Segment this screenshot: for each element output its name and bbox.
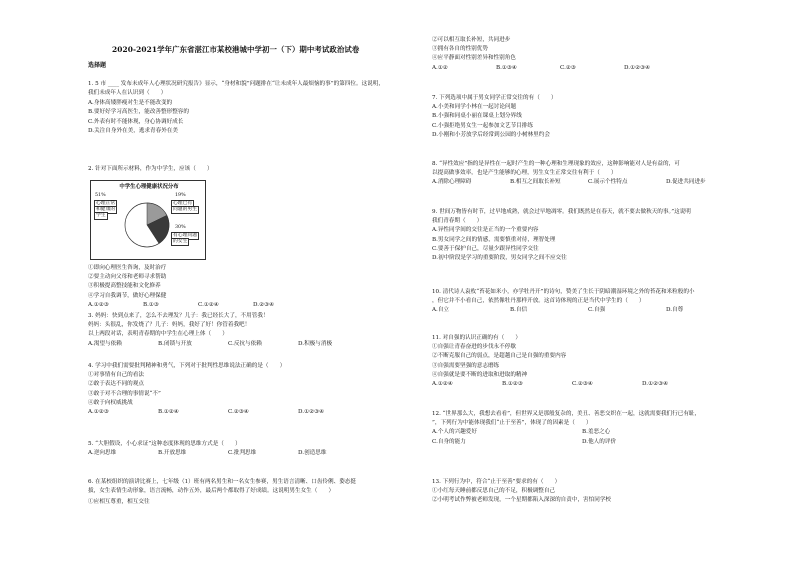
question-stem: 以提高做事效率，也是产生能够的心理，男生女生正常交往有利于（ ） bbox=[432, 170, 617, 177]
option-1: ①对事情有自己的看法 bbox=[88, 372, 144, 379]
choice-a: A.自立 bbox=[432, 307, 450, 314]
question-11 bbox=[432, 334, 712, 389]
option-a: A.异性同学间的交往是正当的一个重要内容 bbox=[432, 227, 539, 234]
choice-a: A.①② bbox=[432, 64, 448, 71]
exam-title: 2020-2021学年广东省湛江市某校港城中学初一（下）期中考试政治试卷 bbox=[112, 45, 360, 54]
option-b: B.男女同学之间的情感，需要慎重对待，理智处理 bbox=[432, 236, 556, 243]
choice-b: B.相互之间取长补短 bbox=[510, 179, 561, 186]
question-13 bbox=[432, 478, 611, 506]
label-boys-1: 心理已有 bbox=[173, 201, 193, 206]
section-heading: 选择题 bbox=[88, 62, 107, 69]
option-c: C.小强拒绝男女生一起参加文艺节目排练 bbox=[432, 122, 533, 129]
question-9 bbox=[432, 208, 691, 263]
option-d: D.关注自身外在美，逃求青春外在美 bbox=[88, 128, 178, 135]
option-2: ②不断克服自己的弱点，是超越自己是自强的重要内容 bbox=[432, 353, 567, 360]
question-stem: 妈妈：头很乱，你发烧了？儿子：妈妈，我好了好！你管着我吧！ bbox=[88, 322, 251, 329]
option-1: ①小红每天睡前都反思自己的不足，积极调整自己 bbox=[432, 488, 556, 495]
pie-chart bbox=[91, 181, 207, 261]
option-a: A.个人的兴趣爱好 bbox=[432, 429, 477, 436]
question-12 bbox=[432, 410, 732, 447]
choice-b: B.①③ bbox=[143, 301, 159, 308]
option-d: D.初中阶段是学习的重要阶段，男女同学之间不应交往 bbox=[432, 255, 567, 262]
option-4: ④应平静面对性别差异和性别角色 bbox=[432, 55, 516, 62]
label-normal-3: 学生 bbox=[96, 213, 106, 218]
question-10 bbox=[432, 288, 744, 316]
chart-title: 中学生心理健康状况分布 bbox=[119, 184, 179, 190]
label-girls-1: 有心理问题 bbox=[173, 233, 197, 238]
choice-c: C.自强 bbox=[588, 307, 606, 314]
option-b: B.羞恶之心 bbox=[582, 429, 611, 436]
option-2: ②可以相互取长补短，共同进步 bbox=[432, 37, 511, 43]
option-1: ①自强让青春奋进的步伐永不停歇 bbox=[432, 344, 516, 351]
question-2-options bbox=[88, 264, 308, 310]
option-row bbox=[432, 438, 732, 447]
question-6 bbox=[88, 478, 356, 508]
option-b: B.要好好学习高医生，能改善整形整容的 bbox=[88, 109, 189, 116]
choice-b: B.①③④ bbox=[496, 64, 517, 71]
label-normal-2: 和健康的 bbox=[96, 207, 116, 212]
choice-b: B.自信 bbox=[510, 307, 528, 314]
question-stem: 6. 在某校组织的演讲比赛上，七年级（1）班有两名男生和一名女生参赛，男生语言清晰、口齿伶俐、姿态挺 bbox=[88, 479, 356, 485]
question-stem: 1. 5 市 ____ 发布未成年人心理状况研究报告》显示，“身材和貌”问题排在“让未成年人最烦恼的事”的第四位。这说明， bbox=[88, 81, 384, 87]
option-c: C.外表有时不能体现，身心协调好成长 bbox=[88, 118, 184, 125]
choice-a: A.逆向思维 bbox=[88, 450, 117, 457]
option-1: ①应相互尊重，相互交往 bbox=[88, 499, 150, 506]
choice-c: C.展示个性特点 bbox=[588, 179, 628, 186]
label-normal-1: 心理正常 bbox=[96, 201, 116, 206]
option-a: A.身体高矮胖瘦对生是不能改变的 bbox=[88, 99, 173, 106]
question-1 bbox=[88, 80, 384, 136]
option-2: ②小明考试作弊被老师发现，一个星期都陷入深深的自责中，害怕同学校 bbox=[432, 497, 612, 504]
question-2 bbox=[88, 164, 213, 172]
question-stem: 2. 针对下面所示材料，作为中学生，应该（ ） bbox=[88, 166, 213, 172]
choice-c: C.①②④ bbox=[198, 301, 219, 308]
choice-row bbox=[432, 380, 712, 389]
choice-d: D.自尊 bbox=[666, 307, 684, 314]
choice-a: A.渴望与依赖 bbox=[88, 340, 122, 347]
choice-a: A.①②③ bbox=[88, 301, 109, 308]
question-3 bbox=[88, 312, 368, 349]
question-stem: 拔，女生表情生动形象，语言流畅，动作五外，最后两个都取得了好成绩。这说明男生女生（ ） bbox=[88, 488, 335, 495]
option-row bbox=[432, 428, 732, 437]
question-stem: 13. 下列行为中，符合“止于至善”要求的有（ ） bbox=[432, 479, 561, 485]
choice-d: D.①②③④ bbox=[298, 409, 325, 416]
choice-c: C.②③④ bbox=[228, 409, 249, 416]
option-2: ②敢于表达不同的观点 bbox=[88, 381, 144, 388]
choice-row bbox=[88, 301, 308, 310]
question-stem: 12. “世界那么大，我想去看看”，但世界又是那般复杂的，美丑、善恶交织在一起，这就需要我们行已有耻， bbox=[432, 411, 701, 417]
question-stem: 以上两段对话，表明青春期的中学生在心理上体（ ） bbox=[88, 331, 228, 338]
choice-a: A.①②③ bbox=[88, 409, 109, 416]
question-stem: ，但它并不小看自己，依然像牡丹那样开放。这首诗体现的正是当代中学生的（ ） bbox=[432, 298, 645, 305]
option-4: ④自强就是要不断的进取和进取的精神 bbox=[432, 371, 528, 378]
option-3: ③拥有各自的性别优势 bbox=[432, 46, 488, 53]
label-girls-2: 的女生 bbox=[173, 239, 188, 244]
option-c: C.自身的能力 bbox=[432, 438, 466, 445]
question-stem: 5. “大胆假设，小心求证”这种态度体现的思维方式是（ ） bbox=[88, 441, 241, 447]
option-3: ③自强需要坚强的意志磨练 bbox=[432, 362, 500, 369]
choice-row bbox=[88, 408, 368, 417]
choice-d: D.①②③④ bbox=[642, 381, 669, 388]
mental-health-chart bbox=[90, 180, 206, 260]
choice-d: D.积极与消极 bbox=[298, 340, 333, 347]
choice-b: B.①②④ bbox=[158, 409, 179, 416]
choice-a: A.①②④ bbox=[432, 381, 453, 388]
option-1: ①即向心理医生咨询，及时治疗 bbox=[88, 265, 167, 271]
question-stem: 4. 学习中我们需要批判精神和勇气，下列对于批判性思维说法正确的是（ ） bbox=[88, 363, 286, 369]
choice-b: B.①②③ bbox=[502, 381, 523, 388]
choice-row bbox=[432, 306, 744, 315]
option-b: B.小强和同桌小丽在课桌上划分界线 bbox=[432, 113, 522, 120]
question-stem: 我们青春期（ ） bbox=[432, 218, 483, 225]
choice-row bbox=[88, 449, 368, 458]
option-4: ④敢于向权威挑战 bbox=[88, 399, 133, 406]
label-pct-girls: 30% bbox=[175, 225, 186, 230]
question-7 bbox=[432, 94, 557, 140]
question-4 bbox=[88, 362, 368, 417]
option-d: D.他人的评价 bbox=[582, 438, 617, 445]
choice-b: B.闭锁与开放 bbox=[158, 340, 192, 347]
option-a: A.小美和同学小林在一起讨论问题 bbox=[432, 104, 517, 111]
choice-d: D.②③④ bbox=[253, 301, 275, 308]
question-stem: ”，下列行为中能体现我们“止于至善”，体现了的因素是（ ） bbox=[432, 420, 592, 427]
choice-d: D.①②③④ bbox=[624, 64, 651, 71]
question-5 bbox=[88, 440, 368, 458]
option-4: ④学习自我调节，做好心理保健 bbox=[88, 292, 167, 299]
choice-c: C.②③④ bbox=[572, 381, 593, 388]
choice-c: C.②③ bbox=[560, 64, 576, 71]
question-8 bbox=[432, 160, 744, 188]
label-pct-normal: 51% bbox=[95, 193, 106, 198]
choice-row bbox=[432, 178, 744, 187]
choice-row bbox=[432, 64, 688, 73]
choice-c: C.反抗与依赖 bbox=[228, 340, 262, 347]
option-c: C.要善于保护自己，尽量少跟异性同学交往 bbox=[432, 245, 539, 252]
label-pct-boys: 19% bbox=[175, 193, 186, 198]
question-stem: 10. 清代诗人袁枚“苔花如米小，亦学牡丹开”的诗句，赞美了生长于阴暗潮湿环境之外的苔花和米粒般的小 bbox=[432, 289, 695, 295]
question-stem: 7. 下列选项中属于男女同学正常交往的有（ ） bbox=[432, 95, 557, 101]
choice-c: C.批判思维 bbox=[228, 450, 257, 457]
question-stem: 8. “异性效应”指的是异性在一起时产生的一种心理和生理现象的效应，这种影响能对人是有益的，可 bbox=[432, 161, 680, 167]
question-stem: 9. 世间万物皆有时节，过早地成熟，就会过早地凋零。我们既然是在春天，就不要去做秋天的事。”这说明 bbox=[432, 209, 691, 215]
question-stem: 我们未成年人在认识到（ ） bbox=[88, 90, 167, 97]
question-stem: 3. 妈妈：快到点来了，怎么不去理发？儿子：我已经长大了，不用管我！ bbox=[88, 313, 269, 319]
choice-d: D.创造思维 bbox=[298, 450, 327, 457]
option-2: ②要主动向父母和老师寻求帮助 bbox=[88, 274, 167, 281]
choice-d: D.促进共同进步 bbox=[666, 179, 706, 186]
question-6-continued bbox=[432, 36, 688, 73]
option-3: ③敢于对不合理的事情说“不” bbox=[88, 390, 161, 397]
choice-b: B.开放思维 bbox=[158, 450, 187, 457]
option-d: D.小刚和小芳放学后经常到公园的小树林里约会 bbox=[432, 131, 550, 138]
choice-a: A.消除心理障碍 bbox=[432, 179, 472, 186]
question-stem: 11. 对自强的认识正确的有（ ） bbox=[432, 335, 521, 341]
option-3: ③积极提高整技能和文化修养 bbox=[88, 283, 161, 290]
choice-row bbox=[88, 340, 368, 349]
label-boys-2: 问题的男生 bbox=[173, 207, 197, 212]
